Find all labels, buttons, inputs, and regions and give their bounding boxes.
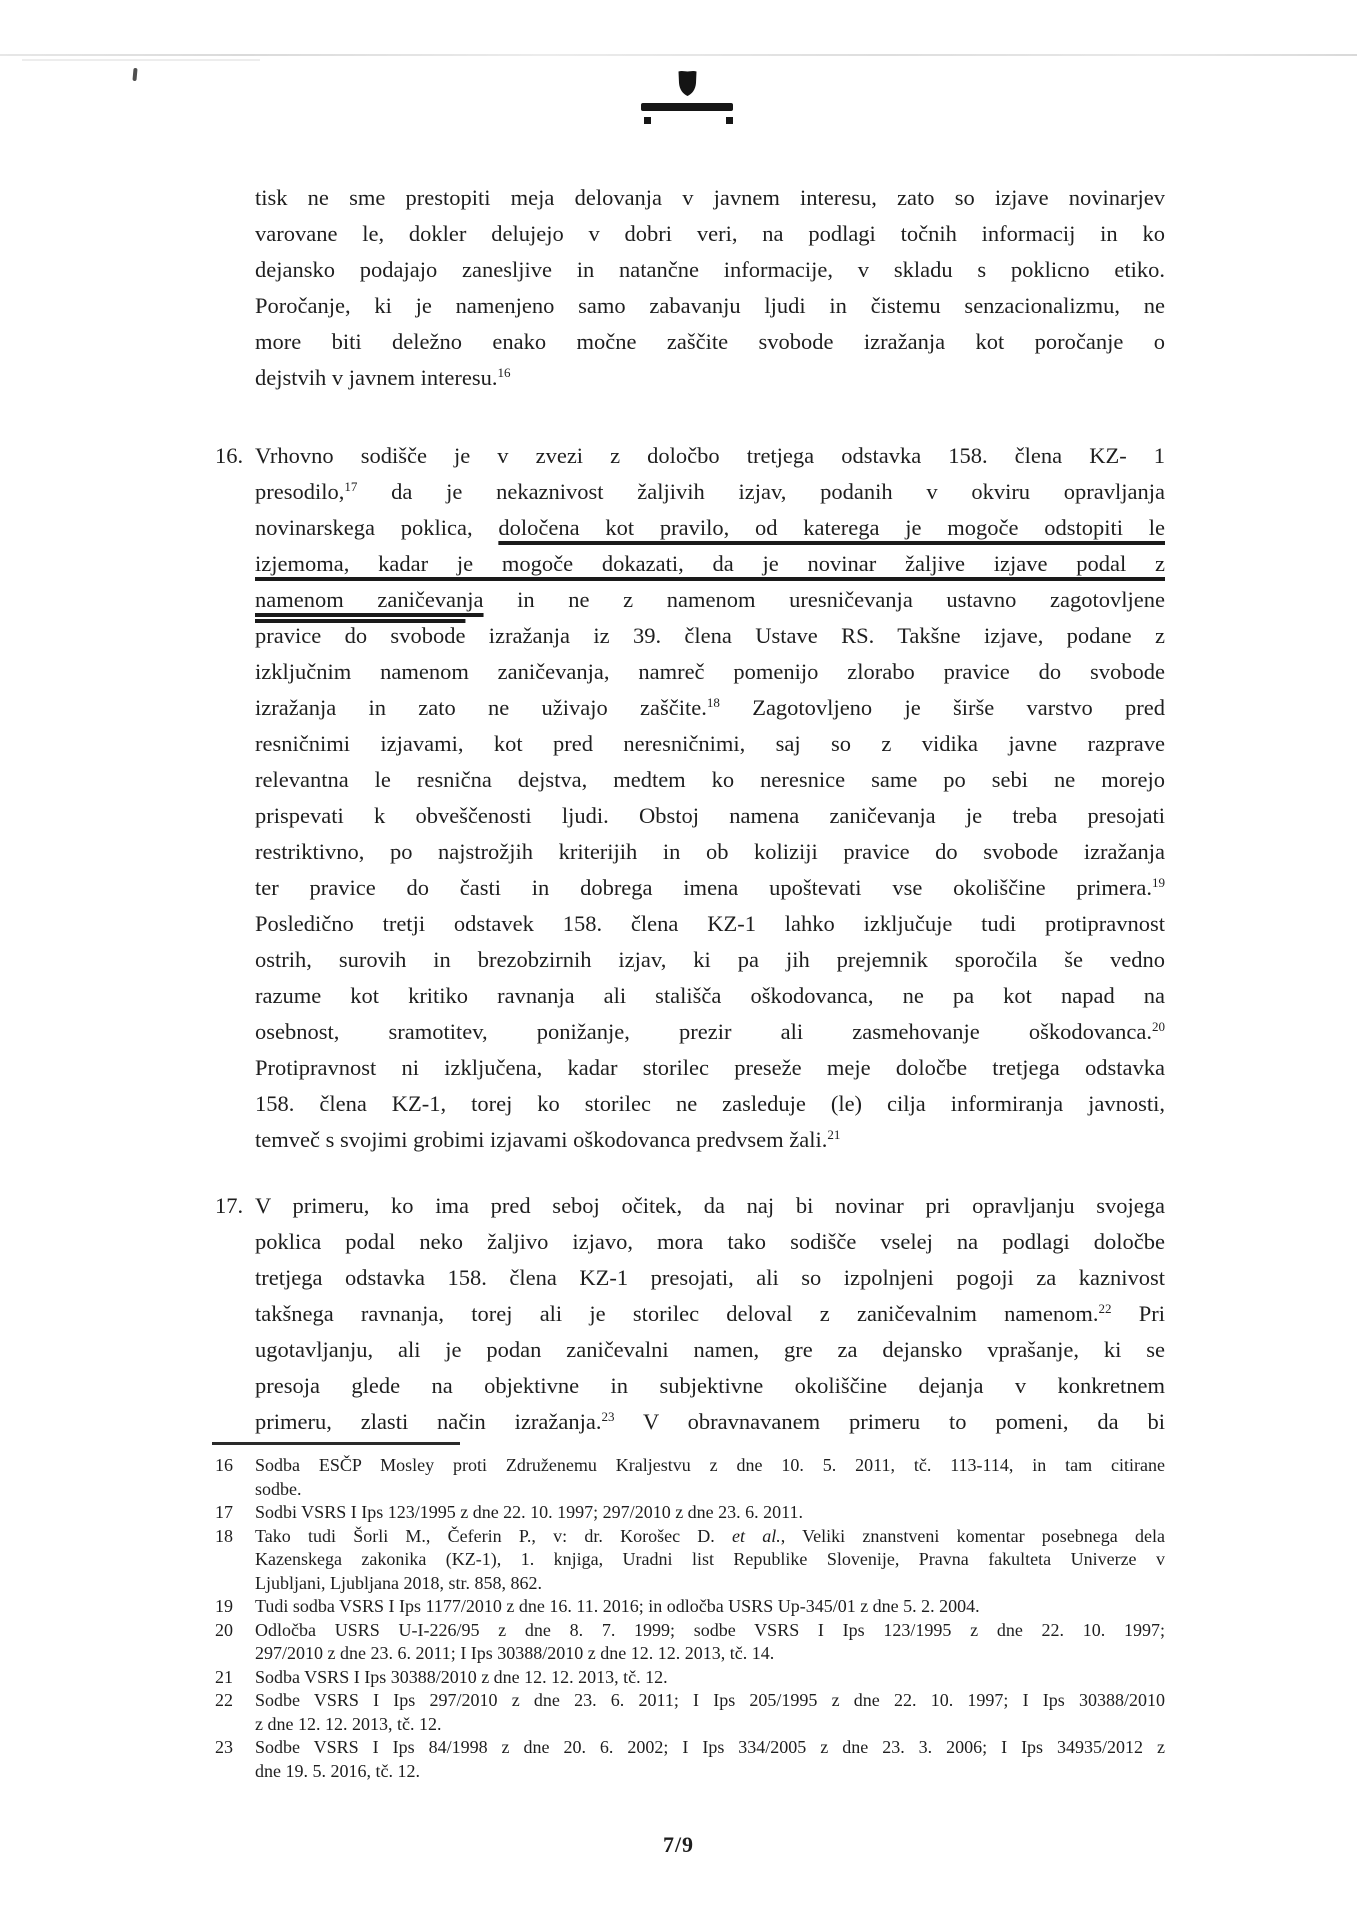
text-segment: relevantna le resnična dejstva, medtem ko neresnice same po sebi ne morejo bbox=[255, 767, 1165, 792]
text-segment: dejstvih v javnem interesu. bbox=[255, 365, 498, 390]
coat-of-arms-emblem bbox=[641, 70, 733, 124]
text-line bbox=[255, 618, 1165, 654]
emblem-dot-left bbox=[644, 117, 651, 124]
text-line bbox=[255, 1014, 1165, 1050]
footnote-item bbox=[215, 1736, 1165, 1783]
text-line bbox=[255, 1501, 1165, 1525]
footnote-number: 20 bbox=[215, 1619, 233, 1640]
text-line bbox=[255, 978, 1165, 1014]
footnote-item bbox=[215, 1454, 1165, 1501]
text-line bbox=[255, 1404, 1165, 1440]
text-segment: Posledično tretji odstavek 158. člena KZ-1 lahko izključuje tudi protipravnost bbox=[255, 911, 1165, 936]
text-segment: Pri bbox=[1111, 1301, 1165, 1326]
text-line bbox=[255, 252, 1165, 288]
footnote-reference: 20 bbox=[1151, 1019, 1165, 1034]
pen-marked-text: izjemoma, kadar je mogoče dokazati, da je novinar žaljive izjave podal z bbox=[255, 551, 1165, 576]
footnote-reference: 21 bbox=[827, 1127, 841, 1142]
text-segment: Vrhovno sodišče je v zvezi z določbo tretjega odstavka 158. člena KZ- 1 bbox=[255, 443, 1165, 468]
footnote-number: 19 bbox=[215, 1596, 233, 1616]
text-segment: , Veliki znanstveni komentar posebnega dela bbox=[780, 1525, 1165, 1546]
text-line bbox=[255, 798, 1165, 834]
text-segment: Odločba USRS U-I-226/95 z dne 8. 7. 1999; sodbe VSRS I Ips 123/1995 z dne 22. 10. 1997; bbox=[255, 1619, 1165, 1640]
footnote-number: 23 bbox=[215, 1737, 233, 1757]
footnote-text bbox=[255, 1619, 1165, 1666]
text-segment: Sodba VSRS I Ips 30388/2010 z dne 12. 12. 2013, tč. 12. bbox=[255, 1666, 668, 1687]
paragraph-number: 17. bbox=[215, 1193, 244, 1218]
text-segment: Tako tudi Šorli M., Čeferin P., v: dr. Korošec D. bbox=[255, 1525, 733, 1546]
footnote-text bbox=[255, 1454, 1165, 1501]
text-segment: razume kot kritiko ravnanja ali stališča oškodovanca, ne pa kot napad na bbox=[255, 983, 1165, 1008]
text-segment: dne 19. 5. 2016, tč. 12. bbox=[255, 1760, 420, 1781]
text-segment: Tudi sodba VSRS I Ips 1177/2010 z dne 16. 11. 2016; in odločba USRS Up-345/01 z dne 5. 2. 2004. bbox=[255, 1596, 980, 1616]
footnote-text bbox=[255, 1689, 1165, 1736]
text-segment: dejansko podajajo zanesljive in natančne informacije, v skladu s poklicno etiko. bbox=[255, 257, 1165, 282]
text-segment: prispevati k obveščenosti ljudi. Obstoj namena zaničevanja je treba presojati bbox=[255, 803, 1165, 828]
text-segment: tretjega odstavka 158. člena KZ-1 presojati, ali so izpolnjeni pogoji za kaznivost bbox=[255, 1265, 1165, 1290]
footnotes-section bbox=[215, 1454, 1165, 1783]
footnote-text bbox=[255, 1595, 1165, 1619]
intro-paragraph bbox=[255, 180, 1165, 396]
text-line bbox=[255, 1188, 1165, 1224]
text-line bbox=[255, 1713, 1165, 1737]
text-segment: sodbe. bbox=[255, 1478, 302, 1499]
text-line bbox=[255, 726, 1165, 762]
paragraph-number: 16. bbox=[215, 443, 244, 468]
text-line bbox=[255, 1642, 1165, 1666]
text-segment: restriktivno, po najstrožjih kriterijih in ob koliziji pravice do svobode izražanja bbox=[255, 839, 1165, 864]
text-line bbox=[255, 690, 1165, 726]
stray-pen-mark bbox=[132, 68, 137, 81]
footnote-item bbox=[215, 1501, 1165, 1525]
footnote-text bbox=[255, 1501, 1165, 1525]
text-line bbox=[255, 288, 1165, 324]
text-line bbox=[255, 1122, 1165, 1158]
footnote-number: 21 bbox=[215, 1666, 233, 1687]
text-segment: Zagotovljeno je širše varstvo pred bbox=[719, 695, 1166, 720]
text-line bbox=[255, 510, 1165, 546]
text-line bbox=[255, 1736, 1165, 1760]
text-line bbox=[255, 180, 1165, 216]
text-segment: da je nekaznivost žaljivih izjav, podanih v okviru opravljanja bbox=[357, 479, 1165, 504]
paragraph-16 bbox=[215, 438, 1165, 1158]
text-line bbox=[255, 834, 1165, 870]
text-segment: tisk ne sme prestopiti meja delovanja v javnem interesu, zato so izjave novinarjev bbox=[255, 185, 1165, 210]
text-line bbox=[255, 438, 1165, 474]
text-line bbox=[255, 1478, 1165, 1502]
text-segment: osebnost, sramotitev, ponižanje, prezir ali zasmehovanje oškodovanca. bbox=[255, 1019, 1152, 1044]
text-segment: varovane le, dokler delujejo v dobri veri, na podlagi točnih informacij in ko bbox=[255, 221, 1165, 246]
text-line bbox=[255, 1572, 1165, 1596]
pen-marked-text: določena kot pravilo, od katerega je mogoče odstopiti le bbox=[498, 515, 1165, 540]
footnote-number: 22 bbox=[215, 1690, 233, 1710]
footnote-reference: 18 bbox=[706, 695, 720, 710]
text-line bbox=[255, 1595, 1165, 1619]
text-segment: Sodba ESČP Mosley proti Združenemu Kraljestvu z dne 10. 5. 2011, tč. 113-114, in tam citirane bbox=[255, 1455, 1165, 1475]
text-segment: ter pravice do časti in dobrega imena upoštevati vse okoliščine primera. bbox=[255, 875, 1152, 900]
text-line bbox=[255, 324, 1165, 360]
text-line bbox=[255, 870, 1165, 906]
emblem-bar bbox=[641, 103, 733, 111]
text-line bbox=[255, 1224, 1165, 1260]
footnote-text bbox=[255, 1666, 1165, 1690]
text-segment: izražanja iz 39. člena Ustave RS. Takšne izjave, podane z bbox=[465, 623, 1166, 648]
text-segment: izključnim namenom zaničevanja, namreč pomenijo zlorabo pravice do svobode bbox=[255, 659, 1165, 684]
text-segment: resničnimi izjavami, kot pred neresničnimi, saj so z vidika javne razprave bbox=[255, 731, 1165, 756]
page-number: 7/9 bbox=[662, 1832, 695, 1857]
paragraph-text bbox=[255, 438, 1165, 1158]
text-line bbox=[255, 654, 1165, 690]
text-line bbox=[255, 582, 1165, 618]
text-segment: primeru, zlasti način izražanja. bbox=[255, 1409, 602, 1434]
footnote-reference: 17 bbox=[344, 479, 358, 494]
emblem-dot-right bbox=[726, 117, 733, 124]
footnote-item bbox=[215, 1595, 1165, 1619]
pen-marked-text: pravice do svobode bbox=[255, 623, 466, 648]
text-line bbox=[255, 1260, 1165, 1296]
text-segment: et al. bbox=[732, 1525, 781, 1546]
text-segment: Ljubljani, Ljubljana 2018, str. 858, 862. bbox=[255, 1572, 542, 1593]
text-line bbox=[255, 546, 1165, 582]
footnote-number: 17 bbox=[215, 1502, 233, 1522]
footnote-reference: 19 bbox=[1151, 875, 1165, 890]
text-line bbox=[255, 1760, 1165, 1784]
text-segment: more biti deležno enako močne zaščite svobode izražanja kot poročanje o bbox=[255, 329, 1165, 354]
text-segment: temveč s svojimi grobimi izjavami oškodovanca predvsem žali. bbox=[255, 1127, 828, 1152]
footnote-item bbox=[215, 1619, 1165, 1666]
footnote-text bbox=[255, 1736, 1165, 1783]
text-line bbox=[255, 1525, 1165, 1549]
text-segment: Protipravnost ni izključena, kadar storilec preseže meje določbe tretjega odstavka bbox=[255, 1055, 1165, 1080]
text-segment: 158. člena KZ-1, torej ko storilec ne zasleduje (le) cilja informiranja javnosti, bbox=[255, 1091, 1165, 1116]
text-line bbox=[255, 1666, 1165, 1690]
footnote-number: 18 bbox=[215, 1525, 233, 1546]
text-segment: in ne z namenom uresničevanja ustavno zagotovljene bbox=[483, 587, 1165, 612]
footnote-item bbox=[215, 1689, 1165, 1736]
text-segment: V obravnavanem primeru to pomeni, da bi bbox=[614, 1409, 1165, 1434]
text-line bbox=[255, 1619, 1165, 1643]
footnote-separator-rule bbox=[212, 1442, 460, 1445]
text-segment: presoja glede na objektivne in subjektivne okoliščine dejanja v konkretnem bbox=[255, 1373, 1165, 1398]
footnote-reference: 23 bbox=[601, 1409, 615, 1424]
scan-artifact-smudge bbox=[22, 59, 260, 61]
text-segment: 297/2010 z dne 23. 6. 2011; I Ips 30388/2010 z dne 12. 12. 2013, tč. 14. bbox=[255, 1643, 775, 1663]
text-line bbox=[255, 1332, 1165, 1368]
text-line bbox=[255, 1689, 1165, 1713]
text-line bbox=[255, 1454, 1165, 1478]
text-line bbox=[255, 216, 1165, 252]
text-segment: ostrih, surovih in brezobzirnih izjav, ki pa jih prejemnik sporočila še vedno bbox=[255, 947, 1165, 972]
text-line bbox=[255, 360, 1165, 396]
text-segment: Kazenskega zakonika (KZ-1), 1. knjiga, Uradni list Republike Slovenije, Pravna fakulteta Univerze v bbox=[255, 1549, 1165, 1569]
text-segment: Sodbe VSRS I Ips 297/2010 z dne 23. 6. 2011; I Ips 205/1995 z dne 22. 10. 1997; I Ips 30388/2010 bbox=[255, 1690, 1165, 1710]
footnote-item bbox=[215, 1666, 1165, 1690]
text-segment: takšnega ravnanja, torej ali je storilec deloval z zaničevalnim namenom. bbox=[255, 1301, 1099, 1326]
text-segment: Sodbi VSRS I Ips 123/1995 z dne 22. 10. 1997; 297/2010 z dne 23. 6. 2011. bbox=[255, 1502, 803, 1522]
text-segment: Sodbe VSRS I Ips 84/1998 z dne 20. 6. 2002; I Ips 334/2005 z dne 23. 3. 2006; I Ips 34935/2012 z bbox=[255, 1737, 1165, 1757]
text-line bbox=[255, 1086, 1165, 1122]
text-line bbox=[255, 906, 1165, 942]
text-segment: ugotavljanju, ali je podan zaničevalni namen, gre za dejansko vprašanje, ki se bbox=[255, 1337, 1165, 1362]
text-segment: poklica podal neko žaljivo izjavo, mora tako sodišče vselej na podlagi določbe bbox=[255, 1229, 1165, 1254]
scan-artifact-line bbox=[0, 54, 1357, 56]
text-segment: V primeru, ko ima pred seboj očitek, da naj bi novinar pri opravljanju svojega bbox=[255, 1193, 1165, 1218]
text-line bbox=[255, 1050, 1165, 1086]
shield-icon bbox=[676, 70, 699, 97]
text-line bbox=[255, 942, 1165, 978]
text-line bbox=[255, 1368, 1165, 1404]
text-line bbox=[255, 474, 1165, 510]
text-line bbox=[255, 762, 1165, 798]
paragraph-text bbox=[255, 1188, 1165, 1440]
text-line bbox=[255, 1296, 1165, 1332]
pen-marked-text: namenom zaničevanja bbox=[255, 587, 484, 612]
paragraph-17 bbox=[215, 1188, 1165, 1440]
text-segment: presodilo, bbox=[255, 479, 345, 504]
text-segment: izražanja in zato ne uživajo zaščite. bbox=[255, 695, 707, 720]
text-line bbox=[255, 1548, 1165, 1572]
text-segment: z dne 12. 12. 2013, tč. 12. bbox=[255, 1713, 442, 1734]
text-segment: Poročanje, ki je namenjeno samo zabavanju ljudi in čistemu senzacionalizmu, ne bbox=[255, 293, 1165, 318]
footnote-reference: 16 bbox=[497, 365, 511, 380]
footnote-text bbox=[255, 1525, 1165, 1596]
text-segment: novinarskega poklica, bbox=[255, 515, 499, 540]
footnote-number: 16 bbox=[215, 1455, 233, 1475]
footnote-item bbox=[215, 1525, 1165, 1596]
footnote-reference: 22 bbox=[1098, 1301, 1112, 1316]
